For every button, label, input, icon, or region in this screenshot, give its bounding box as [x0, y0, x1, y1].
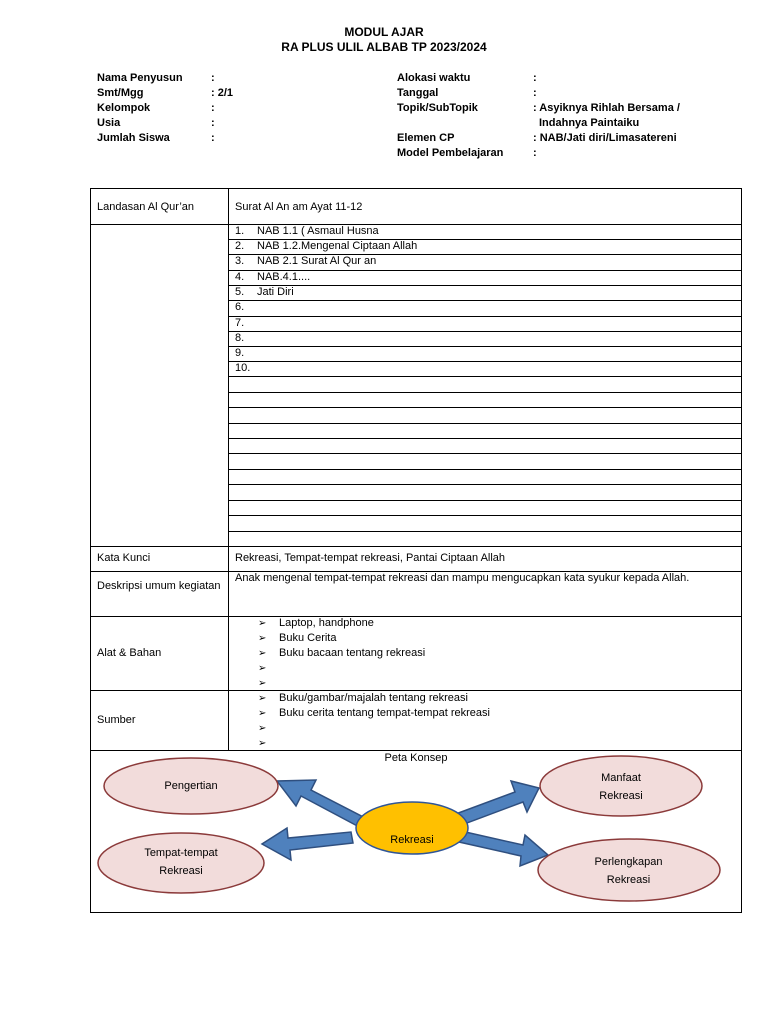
- info-value: :: [211, 117, 215, 129]
- tujuan-item: 1. NAB 1.1 ( Asmaul Husna: [235, 225, 379, 237]
- info-value: :: [211, 132, 215, 144]
- alat-item: ➢ Laptop, handphone: [258, 617, 374, 629]
- tujuan-grid-line: [228, 316, 741, 317]
- kata-kunci-value: Rekreasi, Tempat-tempat rekreasi, Pantai Ciptaan Allah: [235, 552, 506, 564]
- tujuan-grid-line: [228, 453, 741, 454]
- document-title: MODUL AJAR: [344, 25, 424, 39]
- tujuan-grid-line: [228, 423, 741, 424]
- info-row-model-pembelajaran: [397, 146, 680, 161]
- tujuan-item: 8.: [235, 332, 245, 344]
- tempat-node: Tempat-tempat Rekreasi: [144, 847, 218, 877]
- landasan-label: Landasan Al Qur’an: [97, 201, 195, 213]
- tujuan-grid-line: [228, 300, 741, 301]
- info-key: Usia: [97, 117, 121, 129]
- info-value-continuation: Indahnya Paintaiku: [539, 117, 640, 129]
- info-value: :: [211, 72, 215, 84]
- tujuan-item: 2. NAB 1.2.Mengenal Ciptaan Allah: [235, 240, 418, 252]
- manfaat-node: Manfaat Rekreasi: [599, 772, 643, 802]
- info-row-smt-mgg: [97, 86, 233, 101]
- info-row-alokasi-waktu: [397, 71, 680, 86]
- tujuan-grid-line: [228, 531, 741, 532]
- rekreasi-center-node: Rekreasi: [390, 834, 434, 846]
- alat-item: ➢ Buku Cerita: [258, 632, 337, 644]
- alat-bahan-label: Alat & Bahan: [97, 647, 162, 659]
- info-row-kelompok: [97, 101, 233, 116]
- tujuan-item: 4. NAB.4.1....: [235, 271, 311, 283]
- document-subtitle: RA PLUS ULIL ALBAB TP 2023/2024: [281, 40, 487, 54]
- alat-item: ➢ Buku bacaan tentang rekreasi: [258, 647, 426, 659]
- modul-table: [90, 188, 742, 913]
- info-row-elemen-cp: [397, 131, 680, 146]
- info-value: : 2/1: [211, 87, 234, 99]
- sumber-label: Sumber: [97, 714, 136, 726]
- tujuan-item: 6.: [235, 301, 245, 313]
- info-key: Nama Penyusun: [97, 72, 183, 84]
- tujuan-item: 5. Jati Diri: [235, 286, 294, 298]
- tujuan-grid-line: [228, 346, 741, 347]
- info-row-tanggal: [397, 86, 680, 101]
- arrow-to-perlengkapan: [459, 831, 548, 866]
- row-divider: [91, 546, 741, 547]
- tujuan-grid-line: [228, 331, 741, 332]
- deskripsi-value: Anak mengenal tempat-tempat rekreasi dan mampu mengucapkan kata syukur kepada Allah.: [235, 572, 690, 584]
- row-divider: [91, 616, 741, 617]
- pengertian-node: Pengertian: [164, 780, 218, 792]
- tujuan-item: 10.: [235, 362, 251, 374]
- info-right-block: [397, 71, 680, 161]
- info-row-jumlah-siswa: [97, 131, 233, 146]
- alat-item: ➢: [258, 663, 267, 674]
- info-row-usia: [97, 116, 233, 131]
- landasan-value: Surat Al An am Ayat 11-12: [235, 201, 363, 213]
- sumber-item: ➢ Buku cerita tentang tempat-tempat rekreasi: [258, 707, 490, 719]
- info-key: Alokasi waktu: [397, 72, 471, 84]
- row-divider: [91, 224, 741, 225]
- tujuan-item: 7.: [235, 317, 245, 329]
- tujuan-grid-line: [228, 500, 741, 501]
- arrow-to-tempat: [262, 828, 353, 860]
- tujuan-grid-line: [228, 484, 741, 485]
- tujuan-grid-line: [228, 438, 741, 439]
- peta-konsep-title: Peta Konsep: [384, 752, 448, 764]
- info-key: Kelompok: [97, 102, 151, 114]
- alat-item: ➢: [258, 678, 267, 689]
- info-key: Topik/SubTopik: [397, 102, 478, 114]
- tujuan-item: 3. NAB 2.1 Surat Al Qur an: [235, 255, 377, 267]
- perlengkapan-node: Perlengkapan Rekreasi: [594, 856, 663, 886]
- info-left-block: [97, 71, 233, 146]
- tujuan-grid-line: [228, 285, 741, 286]
- info-value: :: [533, 87, 537, 99]
- kata-kunci-label: Kata Kunci: [97, 552, 151, 564]
- info-row-nama-penyusun: [97, 71, 233, 86]
- tujuan-item: 9.: [235, 347, 245, 359]
- info-key: Elemen CP: [397, 132, 455, 144]
- info-key: Jumlah Siswa: [97, 132, 170, 144]
- deskripsi-label: Deskripsi umum kegiatan: [97, 580, 221, 592]
- tujuan-grid-line: [228, 376, 741, 377]
- tujuan-grid-line: [228, 515, 741, 516]
- info-key: Smt/Mgg: [97, 87, 144, 99]
- tujuan-grid-line: [228, 469, 741, 470]
- sumber-item: ➢: [258, 738, 267, 749]
- info-value: :: [211, 102, 215, 114]
- arrow-to-manfaat: [453, 781, 539, 826]
- info-row-topik-cont: [397, 116, 680, 131]
- sumber-item: ➢: [258, 723, 267, 734]
- info-key: Model Pembelajaran: [397, 147, 504, 159]
- info-value: : NAB/Jati diri/Limasatereni: [533, 132, 677, 144]
- info-key: Tanggal: [397, 87, 439, 99]
- sumber-item: ➢ Buku/gambar/majalah tentang rekreasi: [258, 692, 468, 704]
- info-value: :: [533, 147, 537, 159]
- tujuan-grid-line: [228, 392, 741, 393]
- info-value: :: [533, 72, 537, 84]
- tujuan-grid-line: [228, 361, 741, 362]
- info-value: : Asyiknya Rihlah Bersama /: [533, 102, 680, 114]
- info-row-topik: [397, 101, 680, 116]
- tujuan-grid-line: [228, 407, 741, 408]
